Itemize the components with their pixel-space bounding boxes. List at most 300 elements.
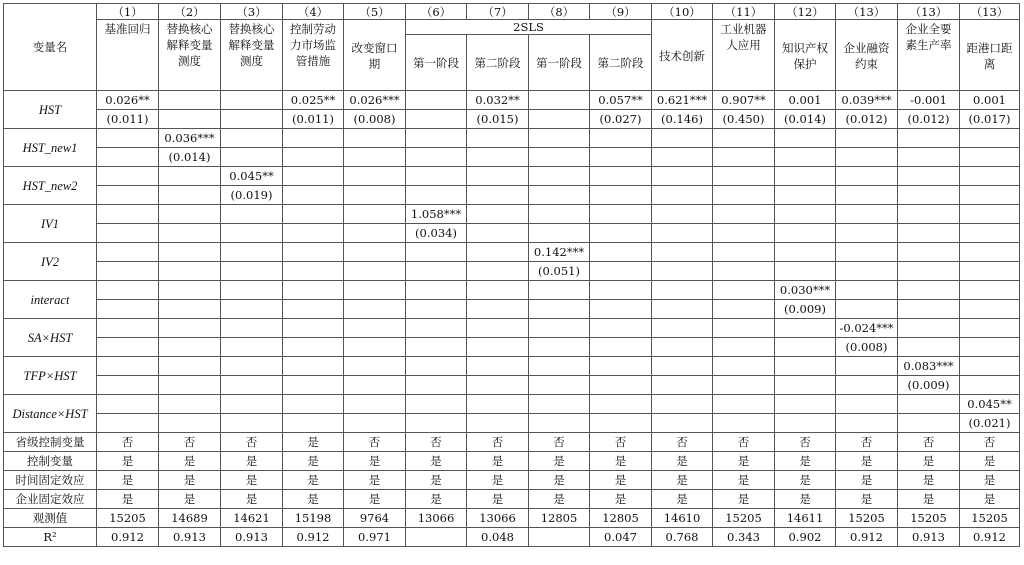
col-num: （4）: [283, 4, 344, 20]
se-cell: [159, 376, 221, 395]
se-row: [4, 224, 1020, 243]
coef-cell: [159, 91, 221, 110]
se-cell: (0.011): [283, 110, 344, 129]
coef-row: [4, 357, 1020, 376]
se-row: [4, 186, 1020, 205]
se-cell: [467, 300, 529, 319]
se-row: [4, 110, 1020, 129]
se-cell: [652, 148, 713, 167]
footer-label: 时间固定效应: [4, 471, 97, 490]
coef-cell: [283, 129, 344, 148]
coef-cell: [960, 281, 1020, 300]
col-num: （2）: [159, 4, 221, 20]
coef-cell: [406, 281, 467, 300]
coef-cell: [344, 243, 406, 262]
footer-cell: 是: [406, 452, 467, 471]
se-cell: [590, 414, 652, 433]
coef-cell: [529, 91, 590, 110]
coef-cell: [283, 205, 344, 224]
se-cell: [283, 224, 344, 243]
coef-cell: 0.045**: [221, 167, 283, 186]
se-cell: [467, 224, 529, 243]
se-cell: [467, 262, 529, 281]
se-row: [4, 376, 1020, 395]
footer-row: [4, 452, 1020, 471]
col-num: （9）: [590, 4, 652, 20]
col-title: 距港口距离: [960, 20, 1020, 91]
coef-cell: [960, 319, 1020, 338]
footer-cell: 否: [713, 433, 775, 452]
se-cell: [590, 376, 652, 395]
se-cell: (0.019): [221, 186, 283, 205]
se-cell: [406, 300, 467, 319]
coef-cell: 0.045**: [960, 395, 1020, 414]
coef-cell: [467, 319, 529, 338]
col-title: 控制劳动力市场监管措施: [283, 20, 344, 91]
coef-cell: [97, 395, 159, 414]
se-cell: (0.009): [898, 376, 960, 395]
coef-cell: [775, 243, 836, 262]
coef-cell: [652, 129, 713, 148]
variable-name: IV1: [4, 205, 97, 243]
footer-cell: 是: [344, 452, 406, 471]
coef-cell: [529, 395, 590, 414]
se-cell: [590, 148, 652, 167]
se-cell: (0.146): [652, 110, 713, 129]
coef-cell: [283, 357, 344, 376]
se-cell: [652, 338, 713, 357]
coef-cell: [898, 167, 960, 186]
se-cell: [159, 338, 221, 357]
footer-cell: 是: [652, 490, 713, 509]
footer-cell: 否: [590, 433, 652, 452]
se-row: [4, 148, 1020, 167]
se-cell: [344, 186, 406, 205]
se-cell: [406, 414, 467, 433]
se-cell: (0.021): [960, 414, 1020, 433]
se-cell: [283, 338, 344, 357]
coef-cell: [97, 167, 159, 186]
coef-cell: [97, 129, 159, 148]
se-cell: [467, 186, 529, 205]
footer-cell: 是: [836, 471, 898, 490]
se-cell: (0.008): [836, 338, 898, 357]
se-cell: [713, 224, 775, 243]
se-cell: (0.027): [590, 110, 652, 129]
se-cell: [97, 300, 159, 319]
footer-cell: 15205: [713, 509, 775, 528]
coef-cell: [283, 281, 344, 300]
coef-cell: [713, 129, 775, 148]
coef-cell: 0.001: [960, 91, 1020, 110]
coef-cell: [652, 243, 713, 262]
se-cell: [713, 338, 775, 357]
coef-cell: 1.058***: [406, 205, 467, 224]
footer-cell: 0.912: [960, 528, 1020, 547]
coef-cell: [713, 243, 775, 262]
coef-cell: [283, 167, 344, 186]
coef-cell: [775, 357, 836, 376]
se-cell: [529, 110, 590, 129]
footer-cell: 是: [406, 471, 467, 490]
se-row: [4, 414, 1020, 433]
footer-cell: 是: [775, 471, 836, 490]
footer-cell: 否: [529, 433, 590, 452]
col-title: 知识产权保护: [775, 20, 836, 91]
footer-cell: 0.343: [713, 528, 775, 547]
variable-name: Distance×HST: [4, 395, 97, 433]
coef-cell: [406, 91, 467, 110]
footer-cell: 是: [159, 471, 221, 490]
coef-row: [4, 281, 1020, 300]
col-title: 技术创新: [652, 20, 713, 91]
footer-cell: 否: [836, 433, 898, 452]
se-cell: [898, 186, 960, 205]
se-cell: [713, 376, 775, 395]
footer-cell: 否: [159, 433, 221, 452]
se-cell: [590, 300, 652, 319]
col-title: 企业全要素生产率: [898, 20, 960, 91]
coef-cell: [159, 319, 221, 338]
footer-cell: 是: [283, 490, 344, 509]
se-cell: (0.011): [97, 110, 159, 129]
footer-cell: 0.047: [590, 528, 652, 547]
se-cell: [97, 186, 159, 205]
footer-cell: 是: [283, 452, 344, 471]
se-cell: [344, 376, 406, 395]
se-cell: [97, 262, 159, 281]
coef-row: [4, 167, 1020, 186]
coef-cell: [159, 281, 221, 300]
var-label-cell: 变量名: [4, 4, 97, 91]
footer-cell: 0.913: [898, 528, 960, 547]
se-cell: [529, 300, 590, 319]
footer-cell: 0.912: [836, 528, 898, 547]
col-title: 替换核心解释变量测度: [221, 20, 283, 91]
coef-cell: [467, 395, 529, 414]
se-cell: [652, 262, 713, 281]
coef-cell: [590, 319, 652, 338]
coef-cell: [590, 357, 652, 376]
col-num: （13）: [836, 4, 898, 20]
footer-cell: 15205: [898, 509, 960, 528]
coef-cell: [283, 395, 344, 414]
group-2sls: 2SLS: [406, 20, 652, 35]
se-cell: [467, 414, 529, 433]
footer-cell: 是: [590, 452, 652, 471]
coef-cell: [652, 395, 713, 414]
se-cell: [590, 186, 652, 205]
coef-cell: [406, 395, 467, 414]
coef-cell: 0.032**: [467, 91, 529, 110]
coef-cell: 0.142***: [529, 243, 590, 262]
se-cell: [775, 338, 836, 357]
coef-cell: [221, 205, 283, 224]
coef-cell: [960, 167, 1020, 186]
coef-cell: [529, 167, 590, 186]
coef-cell: [159, 167, 221, 186]
col-title: 第二阶段: [590, 35, 652, 91]
coef-cell: [283, 319, 344, 338]
se-cell: (0.012): [898, 110, 960, 129]
footer-cell: 13066: [467, 509, 529, 528]
col-num: （13）: [898, 4, 960, 20]
se-cell: [344, 148, 406, 167]
footer-cell: 否: [406, 433, 467, 452]
se-cell: [775, 376, 836, 395]
footer-label: 省级控制变量: [4, 433, 97, 452]
footer-cell: 是: [713, 452, 775, 471]
footer-row: [4, 471, 1020, 490]
coef-cell: 0.036***: [159, 129, 221, 148]
footer-cell: 是: [960, 471, 1020, 490]
se-cell: [713, 414, 775, 433]
footer-cell: 否: [221, 433, 283, 452]
footer-cell: 是: [97, 471, 159, 490]
se-cell: [283, 414, 344, 433]
footer-cell: 是: [898, 471, 960, 490]
footer-cell: 0.971: [344, 528, 406, 547]
coef-cell: [467, 167, 529, 186]
coef-cell: [652, 167, 713, 186]
se-cell: [97, 224, 159, 243]
se-cell: [836, 300, 898, 319]
se-cell: [344, 300, 406, 319]
footer-cell: 是: [590, 490, 652, 509]
se-cell: (0.008): [344, 110, 406, 129]
col-num: （3）: [221, 4, 283, 20]
coef-cell: [836, 357, 898, 376]
footer-cell: 是: [529, 452, 590, 471]
coef-cell: [97, 357, 159, 376]
coef-cell: [775, 205, 836, 224]
variable-name: HST_new1: [4, 129, 97, 167]
footer-cell: 否: [344, 433, 406, 452]
col-title: 第二阶段: [467, 35, 529, 91]
coef-cell: [529, 281, 590, 300]
col-title: 改变窗口期: [344, 20, 406, 91]
coef-cell: [221, 395, 283, 414]
col-num: （11）: [713, 4, 775, 20]
footer-cell: 是: [344, 490, 406, 509]
se-cell: [406, 338, 467, 357]
footer-cell: 是: [898, 452, 960, 471]
se-cell: [960, 148, 1020, 167]
se-cell: [159, 186, 221, 205]
se-cell: [406, 376, 467, 395]
se-cell: [344, 262, 406, 281]
se-cell: [775, 224, 836, 243]
footer-cell: 0.913: [221, 528, 283, 547]
se-cell: (0.014): [775, 110, 836, 129]
se-cell: [159, 414, 221, 433]
coef-cell: 0.039***: [836, 91, 898, 110]
coef-cell: [344, 319, 406, 338]
se-cell: [406, 110, 467, 129]
se-cell: [221, 376, 283, 395]
footer-label: R²: [4, 528, 97, 547]
se-cell: [713, 186, 775, 205]
coef-cell: [159, 357, 221, 376]
se-cell: [590, 262, 652, 281]
footer-cell: 是: [467, 452, 529, 471]
coef-cell: [344, 357, 406, 376]
coef-cell: [898, 243, 960, 262]
variable-name: TFP×HST: [4, 357, 97, 395]
coef-row: [4, 129, 1020, 148]
footer-cell: 否: [898, 433, 960, 452]
coef-cell: [960, 129, 1020, 148]
footer-cell: 14621: [221, 509, 283, 528]
se-cell: (0.051): [529, 262, 590, 281]
se-cell: [898, 224, 960, 243]
col-num: （12）: [775, 4, 836, 20]
se-cell: [960, 224, 1020, 243]
se-cell: [960, 376, 1020, 395]
coef-cell: [590, 167, 652, 186]
coef-cell: [467, 281, 529, 300]
se-cell: [898, 300, 960, 319]
coef-row: [4, 395, 1020, 414]
coef-cell: [221, 129, 283, 148]
se-cell: [836, 376, 898, 395]
footer-cell: [529, 528, 590, 547]
footer-cell: 是: [467, 471, 529, 490]
header-row-numbers: [4, 4, 1020, 20]
coef-cell: [529, 129, 590, 148]
coef-cell: [960, 357, 1020, 376]
coef-cell: [97, 281, 159, 300]
coef-cell: [590, 281, 652, 300]
coef-cell: [97, 319, 159, 338]
se-row: [4, 300, 1020, 319]
footer-row: [4, 490, 1020, 509]
coef-cell: [775, 167, 836, 186]
se-cell: [529, 224, 590, 243]
coef-cell: [836, 395, 898, 414]
se-cell: [898, 148, 960, 167]
se-row: [4, 262, 1020, 281]
se-cell: [221, 148, 283, 167]
se-cell: [898, 338, 960, 357]
se-cell: [467, 376, 529, 395]
se-cell: [159, 262, 221, 281]
coef-cell: 0.025**: [283, 91, 344, 110]
coef-cell: [713, 395, 775, 414]
se-cell: (0.009): [775, 300, 836, 319]
coef-cell: [652, 357, 713, 376]
coef-cell: 0.057**: [590, 91, 652, 110]
se-cell: [529, 376, 590, 395]
se-cell: [775, 186, 836, 205]
coef-cell: [221, 243, 283, 262]
se-cell: [221, 224, 283, 243]
coef-cell: [898, 129, 960, 148]
se-cell: [836, 262, 898, 281]
se-cell: [467, 338, 529, 357]
footer-cell: 14689: [159, 509, 221, 528]
coef-cell: [836, 167, 898, 186]
footer-cell: 是: [467, 490, 529, 509]
coef-cell: [590, 205, 652, 224]
coef-row: [4, 243, 1020, 262]
coef-cell: [529, 205, 590, 224]
coef-cell: [898, 319, 960, 338]
se-cell: [344, 414, 406, 433]
col-num: （1）: [97, 4, 159, 20]
coef-cell: [775, 319, 836, 338]
footer-cell: 是: [960, 452, 1020, 471]
se-cell: [652, 414, 713, 433]
col-num: （10）: [652, 4, 713, 20]
se-cell: [97, 376, 159, 395]
coef-cell: [221, 319, 283, 338]
footer-cell: 是: [221, 471, 283, 490]
se-cell: [221, 414, 283, 433]
footer-cell: 是: [652, 471, 713, 490]
coef-cell: [221, 357, 283, 376]
se-cell: [283, 300, 344, 319]
se-cell: (0.017): [960, 110, 1020, 129]
coef-cell: [836, 243, 898, 262]
coef-cell: [898, 281, 960, 300]
se-cell: [467, 148, 529, 167]
col-title: 企业融资约束: [836, 20, 898, 91]
footer-cell: 0.912: [283, 528, 344, 547]
coef-cell: 0.001: [775, 91, 836, 110]
se-cell: [529, 186, 590, 205]
coef-cell: [898, 395, 960, 414]
col-num: （7）: [467, 4, 529, 20]
variable-name: IV2: [4, 243, 97, 281]
footer-cell: 14610: [652, 509, 713, 528]
se-cell: (0.012): [836, 110, 898, 129]
variable-name: HST_new2: [4, 167, 97, 205]
footer-cell: 是: [775, 452, 836, 471]
footer-cell: 是: [159, 452, 221, 471]
coef-cell: [97, 243, 159, 262]
coef-cell: [529, 319, 590, 338]
coef-cell: [467, 357, 529, 376]
coef-cell: [836, 205, 898, 224]
coef-cell: [836, 281, 898, 300]
footer-cell: 否: [652, 433, 713, 452]
se-cell: [960, 262, 1020, 281]
se-cell: [836, 414, 898, 433]
se-cell: [529, 414, 590, 433]
col-num: （6）: [406, 4, 467, 20]
footer-label: 企业固定效应: [4, 490, 97, 509]
coef-cell: 0.026**: [97, 91, 159, 110]
footer-cell: 是: [283, 471, 344, 490]
coef-cell: [159, 243, 221, 262]
coef-cell: [898, 205, 960, 224]
se-cell: (0.034): [406, 224, 467, 243]
coef-cell: [344, 395, 406, 414]
col-num: （5）: [344, 4, 406, 20]
coef-cell: [652, 319, 713, 338]
footer-cell: 15198: [283, 509, 344, 528]
se-cell: [97, 338, 159, 357]
se-cell: [960, 300, 1020, 319]
se-cell: [836, 224, 898, 243]
se-cell: [775, 148, 836, 167]
se-cell: [898, 414, 960, 433]
col-num: （8）: [529, 4, 590, 20]
se-cell: [652, 224, 713, 243]
footer-cell: 0.913: [159, 528, 221, 547]
se-cell: [960, 186, 1020, 205]
